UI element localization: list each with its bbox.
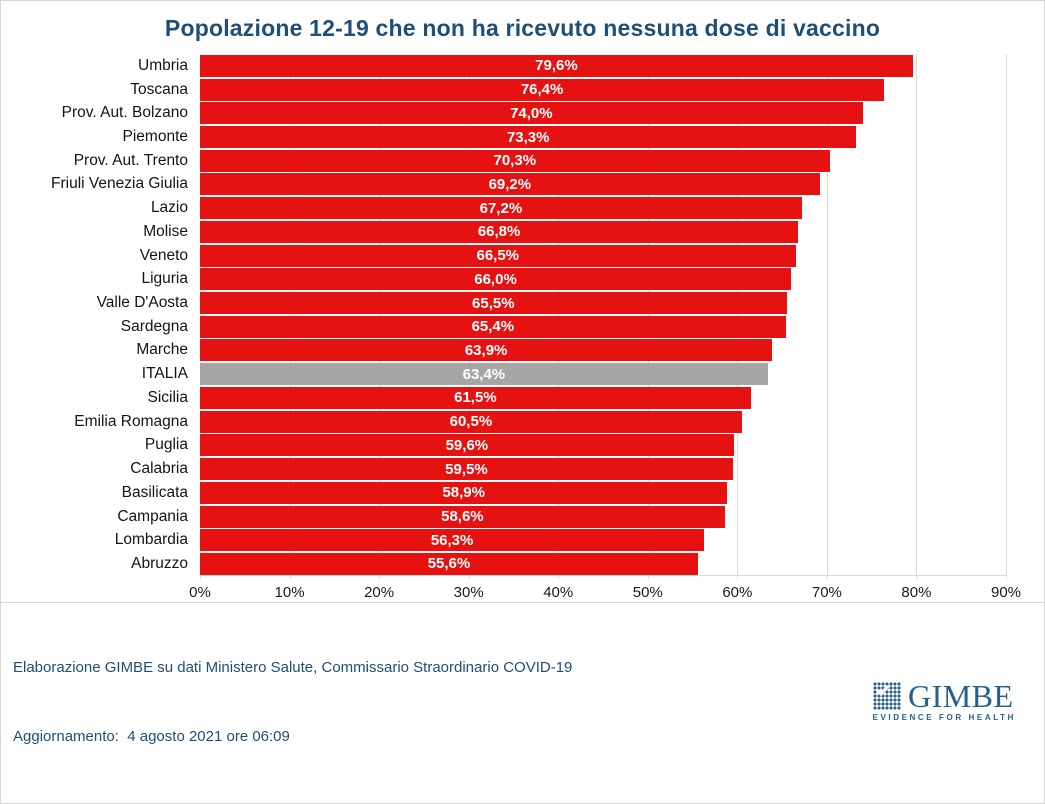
category-label: Sardegna <box>120 317 188 335</box>
bar-track <box>200 458 1006 480</box>
category-label: Basilicata <box>121 483 188 501</box>
bar-row <box>1 125 1044 149</box>
bar-track <box>200 529 1006 551</box>
category-label: Piemonte <box>122 128 188 146</box>
axis-tick-label: 20% <box>364 583 395 601</box>
bar-track <box>200 411 1006 433</box>
bar-row <box>1 220 1044 244</box>
bar-highlight <box>200 363 768 385</box>
bar-row <box>1 149 1044 173</box>
axis-tick-label: 90% <box>990 583 1022 601</box>
bar-track <box>200 434 1006 456</box>
bar-row <box>1 386 1044 410</box>
bar-track <box>200 150 1006 172</box>
axis-tick-label: 80% <box>901 583 932 601</box>
bar-track <box>200 387 1006 409</box>
bar-row <box>1 362 1044 386</box>
bar <box>200 126 856 148</box>
axis-tick-label: 0% <box>189 583 211 601</box>
category-label: ITALIA <box>141 365 188 383</box>
category-label: Lazio <box>150 199 188 217</box>
bar <box>200 553 698 575</box>
bar-track <box>200 245 1006 267</box>
bar <box>200 79 884 101</box>
bar-track <box>200 55 1006 77</box>
bar-row <box>1 528 1044 552</box>
bar-value-label: 74,0% <box>510 104 553 122</box>
bar-row <box>1 267 1044 291</box>
bar-value-label: 61,5% <box>454 389 497 407</box>
bar <box>200 173 820 195</box>
category-label: Puglia <box>144 436 188 454</box>
bar-row <box>1 54 1044 78</box>
category-label: Prov. Aut. Trento <box>73 151 188 169</box>
category-label: Marche <box>136 341 188 359</box>
bar-track <box>200 221 1006 243</box>
bar-row <box>1 315 1044 339</box>
bar-track <box>200 363 1006 385</box>
bar-track <box>200 292 1006 314</box>
check-icon <box>875 684 890 697</box>
bar-track <box>200 197 1006 219</box>
category-label: Veneto <box>139 246 188 264</box>
category-label: Lombardia <box>114 531 188 549</box>
gimbe-logo-text: GIMBE <box>907 678 1014 714</box>
bar-track <box>200 553 1006 575</box>
category-label: Liguria <box>141 270 188 288</box>
bar-row <box>1 244 1044 268</box>
bar-track <box>200 79 1006 101</box>
category-label: Prov. Aut. Bolzano <box>61 104 188 122</box>
bar-value-label: 66,0% <box>474 270 517 288</box>
bar <box>200 387 751 409</box>
bar-row <box>1 173 1044 197</box>
footer-notes <box>13 610 572 794</box>
bar <box>200 506 725 528</box>
bar-value-label: 58,6% <box>441 508 484 526</box>
bar <box>200 102 863 124</box>
axis-tick-label: 30% <box>453 583 484 601</box>
bar <box>200 482 727 504</box>
bar-value-label: 67,2% <box>479 199 523 217</box>
category-label: Umbria <box>138 56 188 74</box>
bar-value-label: 60,5% <box>449 413 493 431</box>
axis-tick-label: 70% <box>811 583 842 601</box>
bar-value-label: 69,2% <box>488 175 532 193</box>
bar-value-label: 73,3% <box>506 128 550 146</box>
bar-value-label: 63,9% <box>464 341 508 359</box>
bar-track <box>200 268 1006 290</box>
bar <box>200 221 798 243</box>
bar-track <box>200 482 1006 504</box>
gimbe-logo <box>872 678 1016 722</box>
update-note: Aggiornamento: 4 agosto 2021 ore 06:09 <box>13 728 290 745</box>
bar-row <box>1 434 1044 458</box>
bar-value-label: 65,5% <box>472 294 515 312</box>
bar-rows <box>1 54 1044 576</box>
bar <box>200 268 791 290</box>
axis-tick-label: 10% <box>274 583 305 601</box>
bar-row <box>1 291 1044 315</box>
bar <box>200 55 913 77</box>
bar-value-label: 65,4% <box>471 318 515 336</box>
bar <box>200 458 733 480</box>
bar-row <box>1 481 1044 505</box>
bar-value-label: 76,4% <box>520 81 564 99</box>
bar-track <box>200 126 1006 148</box>
bar-value-label: 59,6% <box>445 436 489 454</box>
category-label: Valle D'Aosta <box>96 294 188 312</box>
bar-value-label: 58,9% <box>442 484 485 502</box>
bar-row <box>1 101 1044 125</box>
category-label: Sicilia <box>147 388 188 406</box>
bar <box>200 529 704 551</box>
bar <box>200 411 742 433</box>
bar-row <box>1 410 1044 434</box>
bar-track <box>200 506 1006 528</box>
source-note: Elaborazione GIMBE su dati Ministero Salute, Commissario Straordinario COVID-19 <box>13 659 573 676</box>
chart-title: Popolazione 12-19 che non ha ricevuto nessuna dose di vaccino <box>164 15 881 41</box>
bar-row <box>1 552 1044 576</box>
bar-value-label: 59,5% <box>445 460 488 478</box>
bar <box>200 150 830 172</box>
category-label: Friuli Venezia Giulia <box>51 175 188 193</box>
bar-row <box>1 505 1044 529</box>
footer <box>1 602 1044 803</box>
category-label: Abruzzo <box>131 554 188 572</box>
bar-row <box>1 78 1044 102</box>
category-label: Emilia Romagna <box>74 412 188 430</box>
bar <box>200 434 734 456</box>
category-label: Molise <box>143 222 188 240</box>
bar <box>200 197 802 219</box>
bar-track <box>200 173 1006 195</box>
bar-value-label: 66,5% <box>476 247 520 265</box>
bar <box>200 339 772 361</box>
axis-tick-label: 40% <box>543 583 574 601</box>
x-axis <box>189 576 1022 602</box>
bar-row <box>1 339 1044 363</box>
bar-value-label: 66,8% <box>477 223 521 241</box>
bar <box>200 292 787 314</box>
category-label: Calabria <box>130 460 188 478</box>
bar-value-label: 55,6% <box>427 555 471 573</box>
bar-value-label: 63,4% <box>462 365 506 383</box>
bar-track <box>200 316 1006 338</box>
bar-track <box>200 102 1006 124</box>
bar <box>200 316 786 338</box>
bar-value-label: 70,3% <box>493 152 537 170</box>
bar-row <box>1 457 1044 481</box>
bar-chart <box>1 54 1044 576</box>
axis-tick-label: 50% <box>632 583 663 601</box>
category-label: Toscana <box>130 80 188 98</box>
bar-value-label: 79,6% <box>535 57 578 75</box>
bar-track <box>200 339 1006 361</box>
gimbe-dots-check-icon <box>873 682 901 710</box>
axis-tick-label: 60% <box>722 583 753 601</box>
bar-value-label: 56,3% <box>430 531 474 549</box>
gimbe-logo-tagline: EVIDENCE FOR HEALTH <box>872 713 1016 722</box>
bar-row <box>1 196 1044 220</box>
bar <box>200 245 796 267</box>
category-label: Campania <box>117 507 188 525</box>
